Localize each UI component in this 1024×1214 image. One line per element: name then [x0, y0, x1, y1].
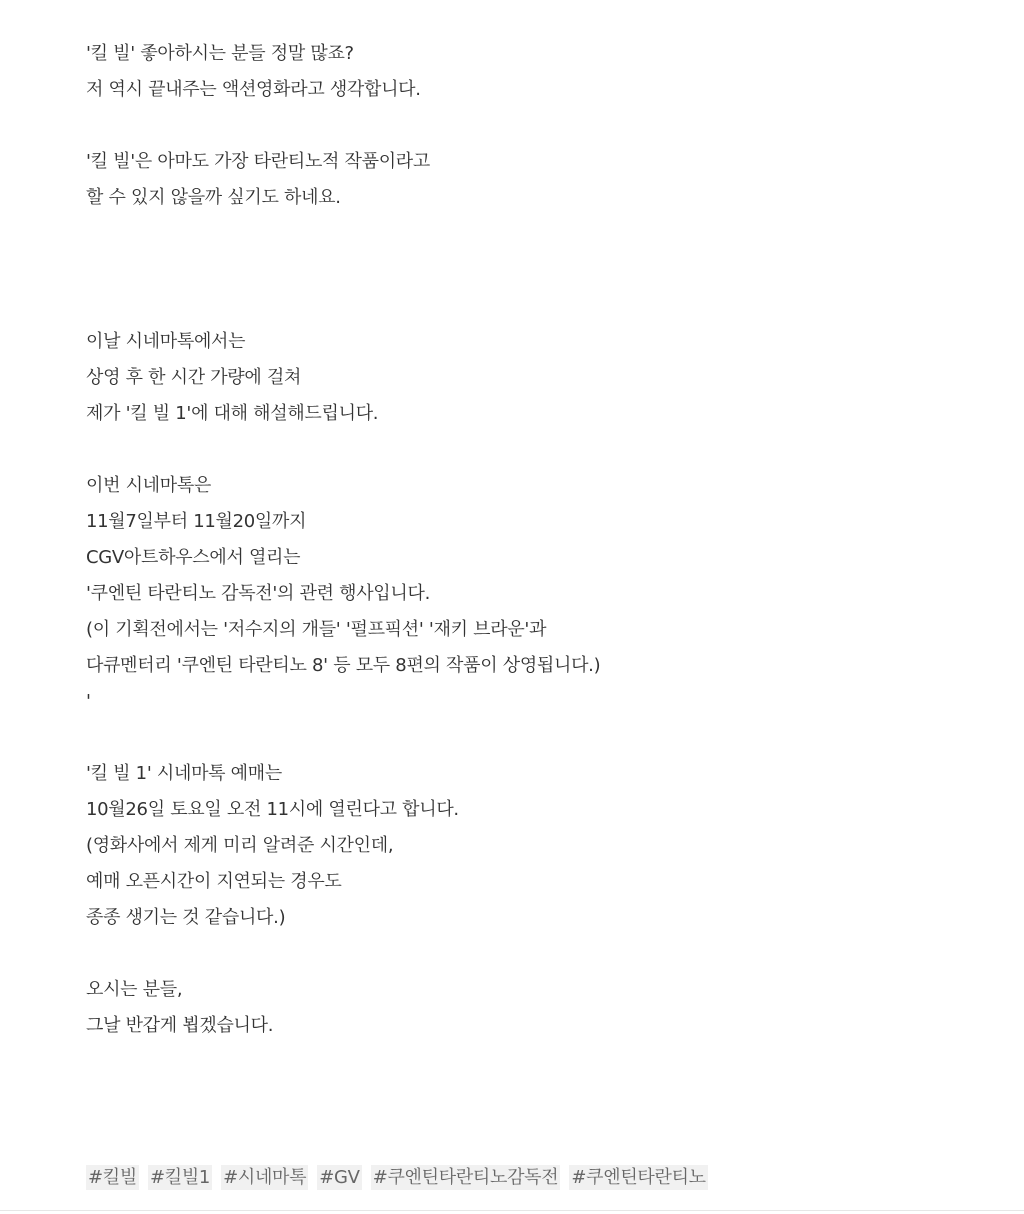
body-line: '킬 빌'은 아마도 가장 타란티노적 작품이라고 — [86, 151, 430, 172]
hashtag-killbill[interactable]: #킬빌 — [88, 1167, 137, 1188]
body-line: 오시는 분들, — [86, 979, 183, 1000]
hashtag-gv[interactable]: #GV — [319, 1167, 360, 1188]
blank-line — [86, 216, 986, 252]
body-line: 11월7일부터 11월20일까지 — [86, 511, 307, 532]
body-line: '킬 빌 1' 시네마톡 예매는 — [86, 763, 282, 784]
body-line: (영화사에서 제게 미리 알려준 시간인데, — [86, 835, 394, 856]
body-line: (이 기획전에서는 '저수지의 개들' '펄프픽션' '재키 브라운'과 — [86, 619, 547, 640]
body-line: 할 수 있지 않을까 싶기도 하네요. — [86, 187, 341, 208]
body-line: 저 역시 끝내주는 액션영화라고 생각합니다. — [86, 79, 421, 100]
divider — [0, 1210, 1024, 1211]
post-body — [86, 36, 986, 1044]
blank-line — [86, 432, 986, 468]
body-line: ' — [86, 691, 91, 712]
body-line: 다큐멘터리 '쿠엔틴 타란티노 8' 등 모두 8편의 작품이 상영됩니다.) — [86, 655, 601, 676]
blank-line — [86, 720, 986, 756]
body-line: 10월26일 토요일 오전 11시에 열린다고 합니다. — [86, 799, 459, 820]
body-line: 예매 오픈시간이 지연되는 경우도 — [86, 871, 342, 892]
body-line: 이번 시네마톡은 — [86, 475, 212, 496]
blank-line — [86, 936, 986, 972]
body-line: '쿠엔틴 타란티노 감독전'의 관련 행사입니다. — [86, 583, 430, 604]
hashtag-list — [86, 1165, 708, 1190]
body-line: CGV아트하우스에서 열리는 — [86, 547, 301, 568]
body-line: 그날 반갑게 뵙겠습니다. — [86, 1015, 274, 1036]
hashtag-killbill1[interactable]: #킬빌1 — [149, 1167, 211, 1188]
blank-line — [86, 288, 986, 324]
body-line: '킬 빌' 좋아하시는 분들 정말 많죠? — [86, 43, 354, 64]
body-line: 이날 시네마톡에서는 — [86, 331, 246, 352]
blank-line — [86, 108, 986, 144]
body-line: 제가 '킬 빌 1'에 대해 해설해드립니다. — [86, 403, 379, 424]
body-line: 상영 후 한 시간 가량에 걸쳐 — [86, 367, 302, 388]
hashtag-tarantino-retrospective[interactable]: #쿠엔틴타란티노감독전 — [372, 1167, 559, 1188]
hashtag-tarantino[interactable]: #쿠엔틴타란티노 — [571, 1167, 706, 1188]
blank-line — [86, 252, 986, 288]
body-line: 종종 생기는 것 같습니다.) — [86, 907, 286, 928]
hashtag-cinematalk[interactable]: #시네마톡 — [223, 1167, 307, 1188]
